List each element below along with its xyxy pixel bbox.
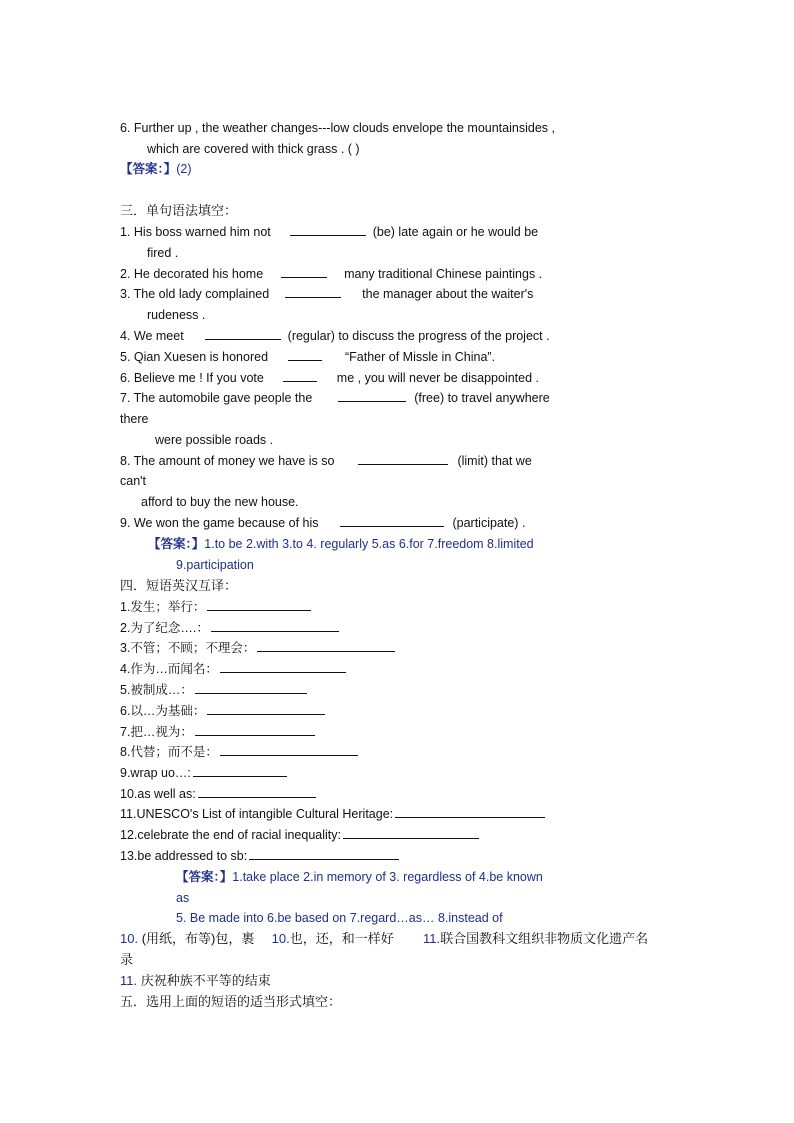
s4-item-5-label: 5.被制成…：	[120, 683, 193, 697]
s3-answer-line2: 9.participation	[176, 558, 254, 572]
s4-answer-line4	[120, 973, 271, 989]
s3-item-5-post: “Father of Missle in China”.	[345, 350, 496, 364]
answer-blank[interactable]	[207, 703, 325, 715]
answer-num: 10.	[271, 931, 290, 946]
s4-item-11-label: 11.UNESCO's List of intangible Cultural Heritage:	[120, 807, 394, 821]
s3-item-9-pre: 9. We won the game because of his	[120, 516, 319, 530]
answer-blank[interactable]	[343, 827, 479, 839]
answer-blank[interactable]	[198, 786, 316, 798]
s4-item-5	[120, 682, 307, 698]
s4-answer-line1b: as	[176, 891, 190, 905]
s3-item-3	[120, 286, 533, 302]
s3-item-7-cont0: there	[120, 412, 149, 426]
s3-item-8-post: (limit) that we	[457, 454, 532, 468]
answer-blank[interactable]	[257, 640, 395, 652]
s3-item-5-pre: 5. Qian Xuesen is honored	[120, 350, 269, 364]
section4-heading: 四．短语英汉互译：	[120, 578, 238, 593]
s4-item-3	[120, 640, 395, 656]
s3-item-4	[120, 328, 550, 344]
answer-blank[interactable]	[285, 286, 341, 298]
s4-answer-line2: 5. Be made into 6.be based on 7.regard…as… 8.instead of	[176, 911, 503, 925]
answer-blank[interactable]	[338, 390, 406, 402]
answer-text: 也，还，和一样好	[289, 931, 394, 946]
s4-item-9-label: 9.wrap uo…:	[120, 766, 191, 780]
answer-blank[interactable]	[283, 370, 317, 382]
s3-item-8	[120, 453, 532, 469]
s4-item-13-label: 13.be addressed to sb:	[120, 849, 248, 863]
s4-item-12-label: 12.celebrate the end of racial inequality:	[120, 828, 341, 842]
s3-item-2-pre: 2. He decorated his home	[120, 267, 264, 281]
answer-blank[interactable]	[249, 848, 399, 860]
s3-item-6-post: me , you will never be disappointed .	[336, 371, 539, 385]
s4-item-2-label: 2.为了纪念….：	[120, 621, 209, 635]
s4-answer-line3	[120, 931, 648, 947]
s3-item-1	[120, 224, 538, 240]
s3-item-8-cont0: can't	[120, 474, 147, 488]
s3-answer-line1	[148, 536, 534, 552]
s3-item-7-pre: 7. The automobile gave people the	[120, 391, 313, 405]
s4-answer-line3d: 录	[120, 952, 134, 967]
s3-item-4-pre: 4. We meet	[120, 329, 184, 343]
s4-item-4	[120, 661, 346, 677]
s3-item-6-pre: 6. Believe me ! If you vote	[120, 371, 264, 385]
s3-item-1-cont: fired .	[147, 246, 179, 260]
answer-num: 10.	[120, 931, 139, 946]
answer-label: 【答案：】	[120, 162, 177, 176]
s4-item-9	[120, 765, 287, 781]
answer-blank[interactable]	[193, 765, 287, 777]
s3-item-4-post: (regular) to discuss the progress of the project .	[287, 329, 550, 343]
q6-line1: 6. Further up , the weather changes---low clouds envelope the mountainsides ,	[120, 121, 555, 135]
s4-item-7	[120, 724, 315, 740]
s3-item-3-pre: 3. The old lady complained	[120, 287, 270, 301]
answer-text: 联合国教科文组织非物质文化遗产名	[440, 931, 649, 946]
s3-item-3-post: the manager about the waiter's	[362, 287, 534, 301]
s3-item-9	[120, 515, 525, 531]
s4-item-11	[120, 806, 545, 822]
s4-answer-line1	[176, 869, 543, 885]
answer-blank[interactable]	[281, 266, 327, 278]
s3-item-2	[120, 266, 542, 282]
s4-item-7-label: 7.把…视为：	[120, 725, 193, 739]
answer-text: 庆祝种族不平等的结束	[137, 973, 271, 988]
s3-item-6	[120, 370, 539, 386]
s3-item-7-cont: were possible roads .	[155, 433, 274, 447]
s4-item-12	[120, 827, 479, 843]
s3-item-7	[120, 390, 550, 406]
s3-item-1-post: (be) late again or he would be	[372, 225, 539, 239]
s3-item-5	[120, 349, 495, 365]
answer-blank[interactable]	[290, 224, 366, 236]
q6-line2: which are covered with thick grass . ( )	[147, 142, 360, 156]
s4-item-10-label: 10.as well as:	[120, 787, 196, 801]
section3-heading: 三．单句语法填空：	[120, 203, 238, 218]
s3-item-8-cont: afford to buy the new house.	[141, 495, 299, 509]
s3-item-1-pre: 1. His boss warned him not	[120, 225, 271, 239]
answer-blank[interactable]	[288, 349, 322, 361]
answer-text: (用纸，布等)包，裹	[138, 931, 255, 946]
answer-blank[interactable]	[220, 661, 346, 673]
s4-item-13	[120, 848, 399, 864]
answer-text: 1.take place 2.in memory of 3. regardless of 4.be known	[232, 870, 543, 884]
answer-blank[interactable]	[395, 806, 545, 818]
answer-blank[interactable]	[220, 744, 358, 756]
answer-blank[interactable]	[195, 682, 307, 694]
s4-item-3-label: 3.不管；不顾；不理会：	[120, 641, 256, 655]
answer-num: 11.	[422, 931, 441, 946]
answer-blank[interactable]	[340, 515, 444, 527]
s4-item-8	[120, 744, 358, 760]
answer-label: 【答案：】	[148, 537, 205, 551]
answer-label: 【答案：】	[176, 870, 233, 884]
s4-item-4-label: 4.作为…而闻名：	[120, 662, 218, 676]
s4-item-10	[120, 786, 316, 802]
s3-item-8-pre: 8. The amount of money we have is so	[120, 454, 335, 468]
answer-blank[interactable]	[207, 599, 311, 611]
s3-item-3-cont: rudeness .	[147, 308, 206, 322]
answer-blank[interactable]	[211, 620, 339, 632]
answer-blank[interactable]	[195, 724, 315, 736]
s4-item-2	[120, 620, 339, 636]
s4-item-8-label: 8.代替；而不是：	[120, 745, 218, 759]
s4-item-6	[120, 703, 325, 719]
s4-item-1-label: 1.发生；举行：	[120, 600, 206, 614]
answer-blank[interactable]	[205, 328, 281, 340]
answer-text: 1.to be 2.with 3.to 4. regularly 5.as 6.for 7.freedom 8.limited	[204, 537, 534, 551]
q6-answer	[120, 161, 192, 177]
s3-item-7-post: (free) to travel anywhere	[414, 391, 550, 405]
s3-item-2-post: many traditional Chinese paintings .	[344, 267, 543, 281]
answer-blank[interactable]	[358, 453, 448, 465]
answer-num: 11.	[120, 973, 138, 988]
section5-heading: 五．选用上面的短语的适当形式填空：	[120, 994, 342, 1009]
answer-text: (2)	[176, 162, 192, 176]
s3-item-9-post: (participate) .	[452, 516, 526, 530]
s4-item-6-label: 6.以…为基础：	[120, 704, 206, 718]
s4-item-1	[120, 599, 311, 615]
